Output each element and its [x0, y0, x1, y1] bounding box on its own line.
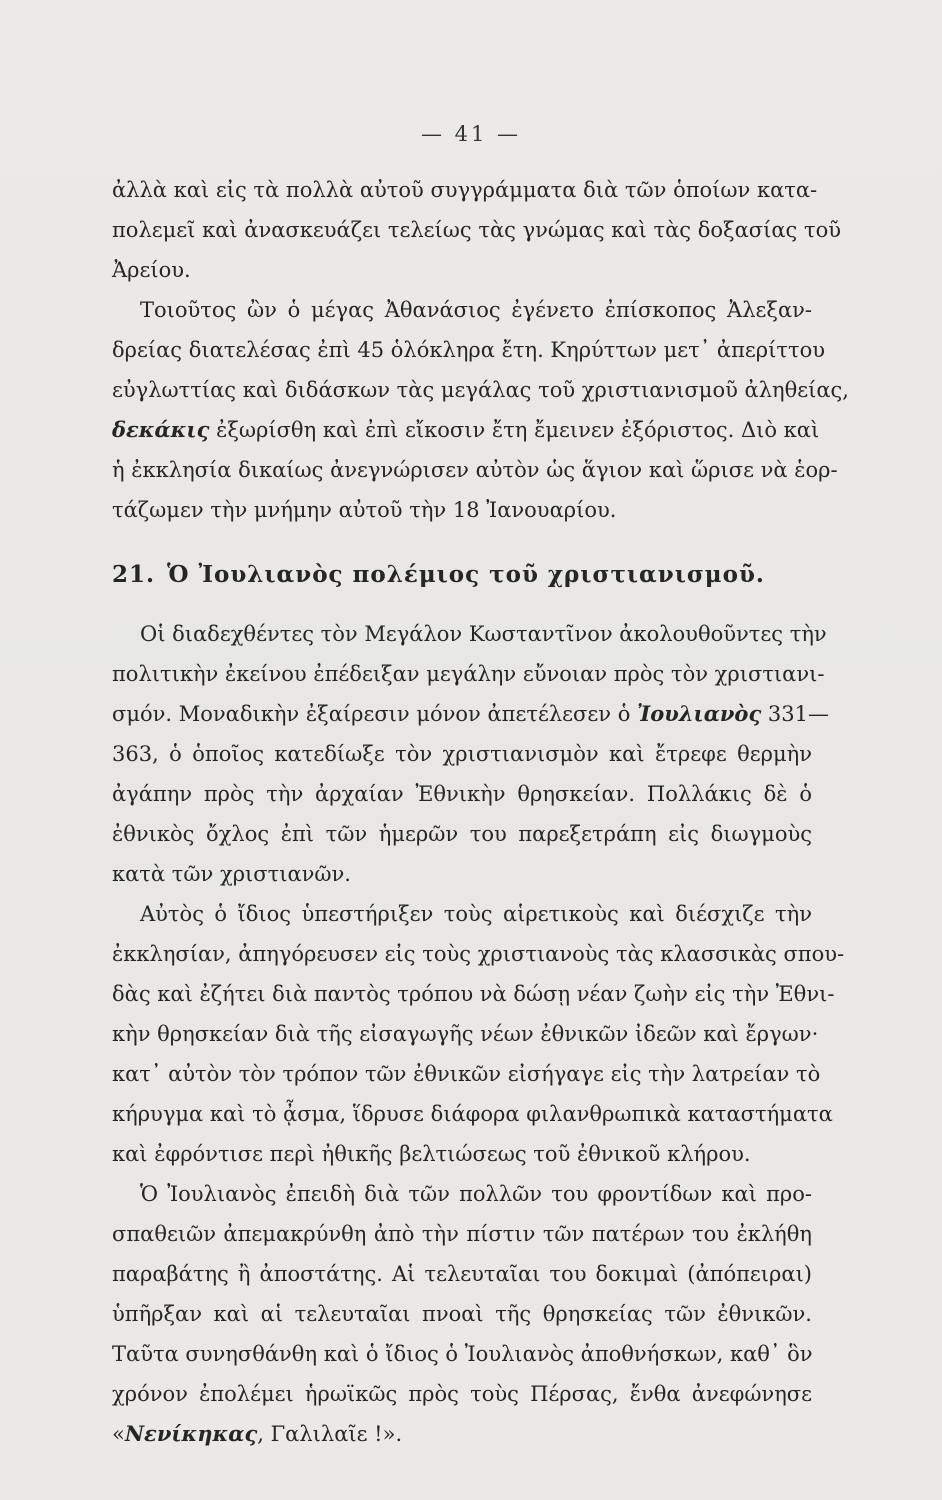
text-line: εὐγλωττίας καὶ διδάσκων τὰς μεγάλας τοῦ χριστιανισμοῦ ἀληθείας, — [112, 378, 849, 402]
text-line: Ἀρείου. — [112, 258, 191, 282]
paragraph-5 — [112, 1174, 812, 1454]
quote-open: « — [112, 1422, 125, 1446]
text-line: πολιτικὴν ἐκείνου ἐπέδειξαν μεγάλην εὔνοιαν πρὸς τὸν χριστιανι- — [112, 662, 825, 686]
text-line: Τοιοῦτος ὢν ὁ μέγας Ἀθανάσιος ἐγένετο ἐπίσκοπος Ἀλεξαν- — [140, 298, 812, 322]
text-line: κατ᾽ αὐτὸν τὸν τρόπον τῶν ἐθνικῶν εἰσήγαγε εἰς τὴν λατρείαν τὸ — [112, 1062, 821, 1086]
emphasized-word: δεκάκις — [112, 417, 210, 442]
text-line: κήρυγμα καὶ τὸ ᾆσμα, ἵδρυσε διάφορα φιλανθρωπικὰ καταστήματα — [112, 1102, 833, 1126]
text-line-with-emphasis — [112, 694, 830, 734]
text-line: κατὰ τῶν χριστιανῶν. — [112, 862, 351, 886]
paragraph-2 — [112, 290, 849, 530]
emphasized-quote: Νενίκηκας — [124, 1421, 258, 1446]
body-text — [112, 170, 849, 1454]
text-line: σπαθειῶν ἀπεμακρύνθη ἀπὸ τὴν πίστιν τῶν πατέρων του ἐκλήθη — [112, 1222, 812, 1246]
text-line: ὑπῆρξαν καὶ αἱ τελευταῖαι πνοαὶ τῆς θρησκείας τῶν ἐθνικῶν. — [112, 1302, 812, 1326]
text-line: ἐθνικὸς ὄχλος ἐπὶ τῶν ἡμερῶν του παρεξετράπη εἰς διωγμοὺς — [112, 822, 812, 846]
text-line: ἐκκλησίαν, ἀπηγόρευσεν εἰς τοὺς χριστιανοὺς τὰς κλασσικὰς σπου- — [112, 942, 845, 966]
paragraph-1 — [112, 170, 841, 290]
text-line: Ὁ Ἰουλιανὸς ἐπειδὴ διὰ τῶν πολλῶν του φροντίδων καὶ προ- — [140, 1182, 812, 1206]
emphasized-name: Ἰουλιανὸς — [637, 701, 762, 726]
text-line: δὰς καὶ ἐζήτει διὰ παντὸς τρόπου νὰ δώσῃ νέαν ζωὴν εἰς τὴν Ἐθνι- — [112, 982, 835, 1006]
text-line: χρόνον ἐπολέμει ἡρωϊκῶς πρὸς τοὺς Πέρσας, ἔνθα ἀνεφώνησε — [112, 1382, 812, 1406]
text-line: Ταῦτα συνησθάνθη καὶ ὁ ἴδιος ὁ Ἰουλιανὸς ἀποθνήσκων, καθ᾽ ὃν — [112, 1342, 813, 1366]
text-line: δρείας διατελέσας ἐπὶ 45 ὁλόκληρα ἔτη. Κηρύττων μετ᾽ ἀπερίττου — [112, 338, 826, 362]
quote-rest: , Γαλιλαῖε !». — [257, 1422, 403, 1446]
text-line-rest: ἐξωρίσθη καὶ ἐπὶ εἴκοσιν ἔτη ἔμεινεν ἐξόριστος. Διὸ καὶ — [216, 418, 820, 442]
text-line: ἡ ἐκκλησία δικαίως ἀνεγνώρισεν αὐτὸν ὡς ἅγιον καὶ ὥρισε νὰ ἑορ- — [112, 458, 838, 482]
text-line: ἀλλὰ καὶ εἰς τὰ πολλὰ αὐτοῦ συγγράμματα διὰ τῶν ὁποίων κατα- — [112, 178, 818, 202]
text-line: Αὐτὸς ὁ ἴδιος ὑπεστήριξεν τοὺς αἱρετικοὺς καὶ διέσχιζε τὴν — [140, 902, 812, 926]
page-number: — 41 — — [420, 122, 522, 146]
text-line: ἀγάπην πρὸς τὴν ἀρχαίαν Ἐθνικὴν θρησκείαν. Πολλάκις δὲ ὁ — [112, 782, 812, 806]
text-line-start: σμόν. Μοναδικὴν ἐξαίρεσιν μόνον ἀπετέλεσεν ὁ — [112, 702, 631, 726]
text-line: 363, ὁ ὁποῖος κατεδίωξε τὸν χριστιανισμὸν καὶ ἔτρεφε θερμὴν — [112, 742, 812, 766]
years-start: 331— — [767, 702, 830, 726]
text-line: κὴν θρησκείαν διὰ τῆς εἰσαγωγῆς νέων ἐθνικῶν ἰδεῶν καὶ ἔργων· — [112, 1022, 819, 1046]
text-line-with-emphasis — [112, 410, 820, 450]
paragraph-4 — [112, 894, 845, 1174]
text-line-with-emphasis — [112, 1414, 812, 1454]
text-line: παραβάτης ἢ ἀποστάτης. Αἱ τελευταῖαι του δοκιμαὶ (ἀπόπειραι) — [112, 1262, 812, 1286]
section-heading — [112, 548, 812, 602]
text-line: πολεμεῖ καὶ ἀνασκευάζει τελείως τὰς γνώμας καὶ τὰς δοξασίας τοῦ — [112, 218, 841, 242]
section-title: Ὁ Ἰουλιανὸς πολέμιος τοῦ χριστιανισμοῦ. — [167, 561, 765, 588]
section-number: 21. — [112, 561, 156, 588]
text-line: Οἱ διαδεχθέντες τὸν Μεγάλον Κωσταντῖνον ἀκολουθοῦντες τὴν — [140, 622, 827, 646]
text-line: καὶ ἐφρόντισε περὶ ἠθικῆς βελτιώσεως τοῦ ἐθνικοῦ κλήρου. — [112, 1142, 751, 1166]
text-line: τάζωμεν τὴν μνήμην αὐτοῦ τὴν 18 Ἰανουαρίου. — [112, 498, 617, 522]
paragraph-3 — [112, 614, 830, 894]
